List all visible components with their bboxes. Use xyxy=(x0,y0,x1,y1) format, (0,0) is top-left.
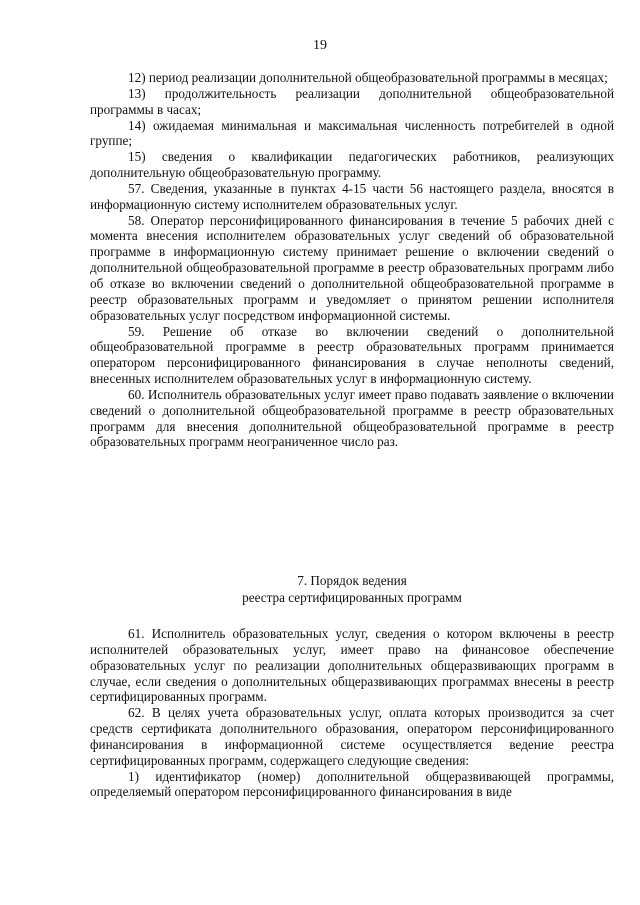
body-text-after-section xyxy=(90,626,614,800)
paragraph-61: 61. Исполнитель образовательных услуг, сведения о котором включены в реестр исполнителей образовательных услуг, имеет право на финансовое обеспечение образовательных услуг по реализации дополнительных общеразвивающих программ в случае, если сведения о дополнительных общеразвивающих программах внесены в реестр сертифицированных программ. xyxy=(90,626,614,705)
paragraph-59: 59. Решение об отказе во включении сведений о дополнительной общеобразовательной программе в реестр образовательных программ принимается оператором персонифицированного финансирования в случае неполноты сведений, внесенных исполнителем образовательных услуг в информационную систему. xyxy=(90,323,614,387)
paragraph-57: 57. Сведения, указанные в пунктах 4-15 части 56 настоящего раздела, вносятся в информационную систему исполнителем образовательных услуг. xyxy=(90,180,614,212)
section-heading xyxy=(90,572,614,606)
paragraph-58: 58. Оператор персонифицированного финансирования в течение 5 рабочих дней с момента внесения исполнителем образовательных услуг сведений об образовательной программе в информационную систему принимает решение о включении сведений о дополнительной общеобразовательной программе в реестр образовательных программ либо об отказе во включении сведений о дополнительной общеобразовательной программе в реестр образовательных программ и уведомляет о принятом решении исполнителя образовательных услуг посредством информационной системы. xyxy=(90,212,614,323)
body-text-before-section xyxy=(90,70,614,450)
paragraph-item-15: 15) сведения о квалификации педагогических работников, реализующих дополнительную общеобразовательную программу. xyxy=(90,149,614,181)
paragraph-62: 62. В целях учета образовательных услуг, оплата которых производится за счет средств сертификата дополнительного образования, оператором персонифицированного финансирования в информационной системе осуществляется ведение реестра сертифицированных программ, содержащего следующие сведения: xyxy=(90,705,614,768)
paragraph-item-13: 13) продолжительность реализации дополнительной общеобразовательной программы в часах; xyxy=(90,85,614,117)
paragraph-item-14: 14) ожидаемая минимальная и максимальная численность потребителей в одной группе; xyxy=(90,117,614,149)
paragraph-item-12: 12) период реализации дополнительной общеобразовательной программы в месяцах; xyxy=(128,70,608,85)
paragraph-60: 60. Исполнитель образовательных услуг имеет право подавать заявление о включении сведений о дополнительной общеобразовательной программе в реестр образовательных программ для внесения дополнительной общеобразовательной программе в реестр образовательных программ неограниченное число раз. xyxy=(90,386,614,450)
section-heading-line-2: реестра сертифицированных программ xyxy=(242,590,462,605)
section-heading-line-1: 7. Порядок ведения xyxy=(297,573,407,588)
paragraph-62-item-1: 1) идентификатор (номер) дополнительной общеразвивающей программы, определяемый оператором персонифицированного финансирования в виде xyxy=(90,768,614,800)
page-number: 19 xyxy=(313,38,327,53)
